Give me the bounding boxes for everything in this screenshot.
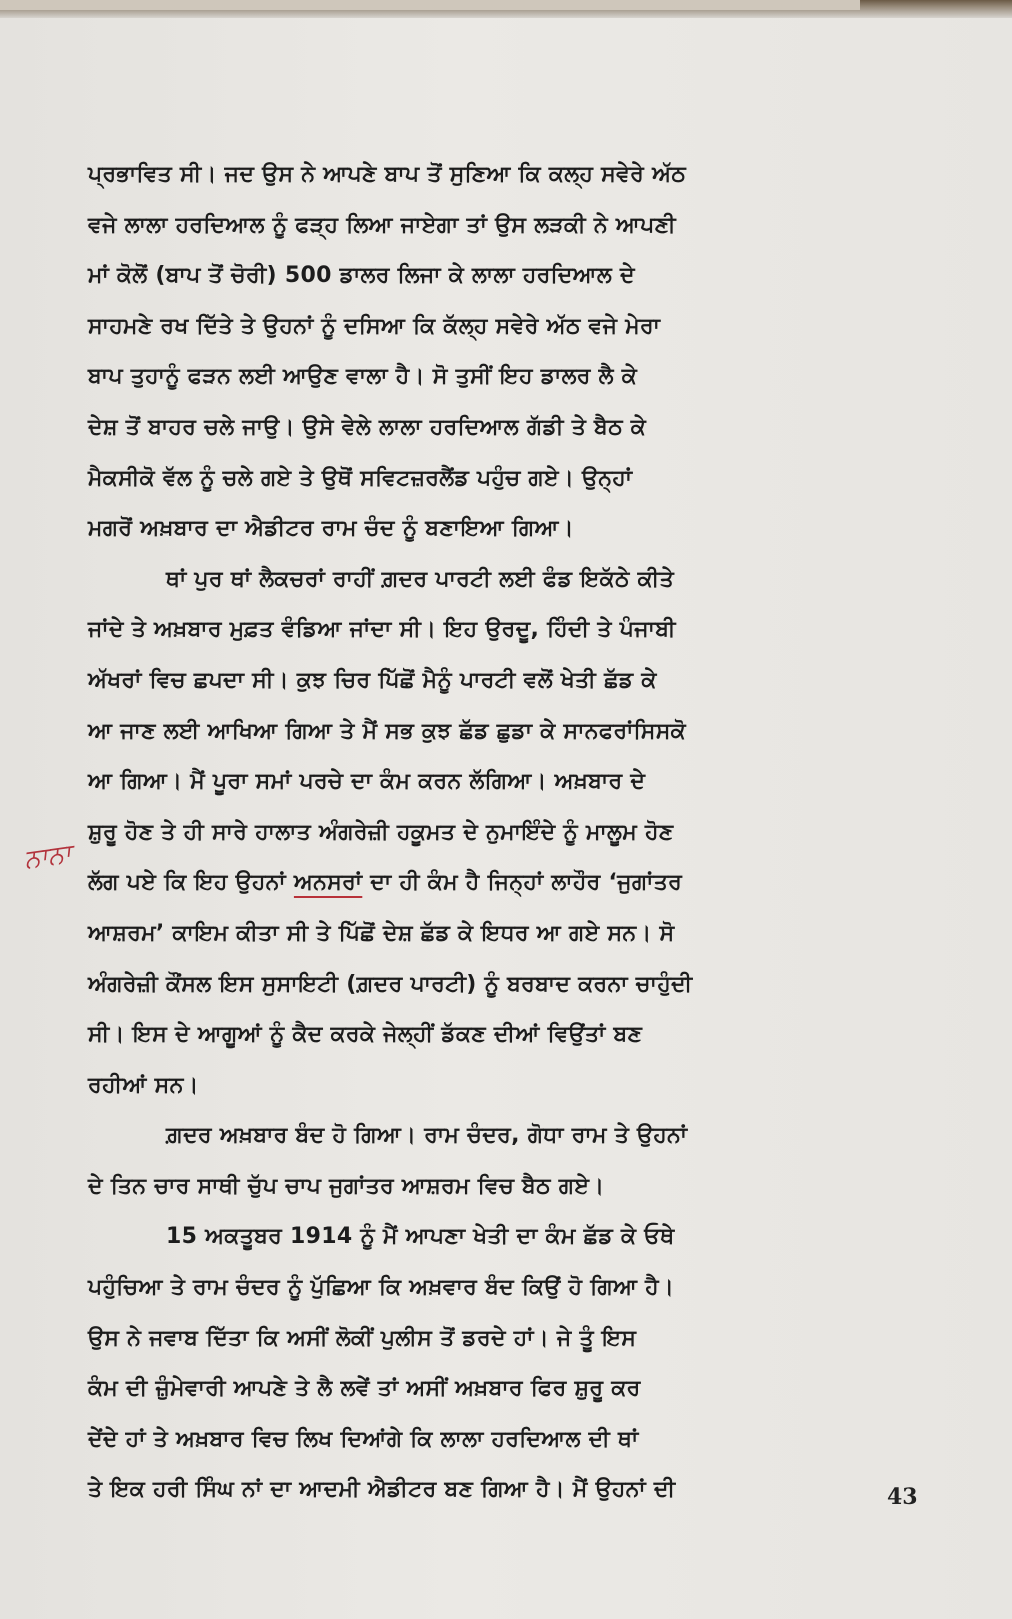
text-line: ਗ਼ਦਰ ਅਖ਼ਬਾਰ ਬੰਦ ਹੋ ਗਿਆ। ਰਾਮ ਚੰਦਰ, ਗੋਧਾ ਰਾਮ ਤੇ ਉਹਨਾਂ: [166, 1123, 688, 1149]
body-text: [88, 150, 928, 1516]
text-line: ਦੇਸ਼ ਤੋਂ ਬਾਹਰ ਚਲੇ ਜਾਉ। ਉਸੇ ਵੇਲੇ ਲਾਲਾ ਹਰਦਿਆਲ ਗੱਡੀ ਤੇ ਬੈਠ ਕੇ: [88, 414, 647, 440]
underlined-word: ਅਨਸਰਾਂ: [293, 870, 363, 896]
text-line: ਜਾਂਦੇ ਤੇ ਅਖ਼ਬਾਰ ਮੁਫ਼ਤ ਵੰਡਿਆ ਜਾਂਦਾ ਸੀ। ਇਹ ਉਰਦੂ, ਹਿੰਦੀ ਤੇ ਪੰਜਾਬੀ: [88, 617, 676, 643]
text-line: ਅੱਖਰਾਂ ਵਿਚ ਛਪਦਾ ਸੀ। ਕੁਝ ਚਿਰ ਪਿੱਛੋਂ ਮੈਨੂੰ ਪਾਰਟੀ ਵਲੋਂ ਖੇਤੀ ਛੱਡ ਕੇ: [88, 667, 657, 693]
text-line: ਕੰਮ ਦੀ ਜ਼ੁੰਮੇਵਾਰੀ ਆਪਣੇ ਤੇ ਲੈ ਲਵੇਂ ਤਾਂ ਅਸੀਂ ਅਖ਼ਬਾਰ ਫਿਰ ਸ਼ੁਰੂ ਕਰ: [88, 1376, 641, 1402]
text-line: ਤੇ ਇਕ ਹਰੀ ਸਿੰਘ ਨਾਂ ਦਾ ਆਦਮੀ ਐਡੀਟਰ ਬਣ ਗਿਆ ਹੈ। ਮੈਂ ਉਹਨਾਂ ਦੀ: [88, 1477, 676, 1503]
handwritten-margin-note: ਨਾਨਾ: [22, 838, 74, 876]
text-line: ਆਸ਼ਰਮ’ ਕਾਇਮ ਕੀਤਾ ਸੀ ਤੇ ਪਿੱਛੋਂ ਦੇਸ਼ ਛੱਡ ਕੇ ਇਧਰ ਆ ਗਏ ਸਨ। ਸੋ: [88, 920, 675, 946]
overlapping-sheet: [0, 0, 860, 10]
text-line: ਸੀ। ਇਸ ਦੇ ਆਗੂਆਂ ਨੂੰ ਕੈਦ ਕਰਕੇ ਜੇਲ੍ਹੀਂ ਡੱਕਣ ਦੀਆਂ ਵਿਉਂਤਾਂ ਬਣ: [88, 1022, 643, 1048]
text-line: ਅੰਗਰੇਜ਼ੀ ਕੌਂਸਲ ਇਸ ਸੁਸਾਇਟੀ (ਗ਼ਦਰ ਪਾਰਟੀ) ਨੂੰ ਬਰਬਾਦ ਕਰਨਾ ਚਾਹੁੰਦੀ: [88, 971, 693, 997]
text-line: ਵਜੇ ਲਾਲਾ ਹਰਦਿਆਲ ਨੂੰ ਫੜ੍ਹ ਲਿਆ ਜਾਏਗਾ ਤਾਂ ਉਸ ਲੜਕੀ ਨੇ ਆਪਣੀ: [88, 212, 676, 238]
text-line: ਦੇਂਦੇ ਹਾਂ ਤੇ ਅਖ਼ਬਾਰ ਵਿਚ ਲਿਖ ਦਿਆਂਗੇ ਕਿ ਲਾਲਾ ਹਰਦਿਆਲ ਦੀ ਥਾਂ: [88, 1426, 639, 1452]
text-line: ਮਗਰੋਂ ਅਖ਼ਬਾਰ ਦਾ ਐਡੀਟਰ ਰਾਮ ਚੰਦ ਨੂੰ ਬਣਾਇਆ ਗਿਆ।: [88, 516, 574, 542]
text-line: 15 ਅਕਤੂਬਰ 1914 ਨੂੰ ਮੈਂ ਆਪਣਾ ਖੇਤੀ ਦਾ ਕੰਮ ਛੱਡ ਕੇ ਓਥੇ: [166, 1224, 675, 1250]
text-line: ਦੇ ਤਿਨ ਚਾਰ ਸਾਥੀ ਚੁੱਪ ਚਾਪ ਜੁਗਾਂਤਰ ਆਸ਼ਰਮ ਵਿਚ ਬੈਠ ਗਏ।: [88, 1173, 605, 1199]
text-line: ਸ਼ੁਰੂ ਹੋਣ ਤੇ ਹੀ ਸਾਰੇ ਹਾਲਾਤ ਅੰਗਰੇਜ਼ੀ ਹਕੂਮਤ ਦੇ ਨੁਮਾਇੰਦੇ ਨੂੰ ਮਾਲੂਮ ਹੋਣ: [88, 819, 674, 845]
text-line: ਬਾਪ ਤੁਹਾਨੂੰ ਫੜਨ ਲਈ ਆਉਣ ਵਾਲਾ ਹੈ। ਸੋ ਤੁਸੀਂ ਇਹ ਡਾਲਰ ਲੈ ਕੇ: [88, 364, 638, 390]
text-line: ਮੈਕਸੀਕੋ ਵੱਲ ਨੂੰ ਚਲੇ ਗਏ ਤੇ ਉਥੋਂ ਸਵਿਟਜ਼ਰਲੈਂਡ ਪਹੁੰਚ ਗਏ। ਉਨ੍ਹਾਂ: [88, 465, 633, 491]
text-line: ਰਹੀਆਂ ਸਨ।: [88, 1072, 199, 1098]
text-line: ਪਹੁੰਚਿਆ ਤੇ ਰਾਮ ਚੰਦਰ ਨੂੰ ਪੁੱਛਿਆ ਕਿ ਅਖ਼ਵਾਰ ਬੰਦ ਕਿਉਂ ਹੋ ਗਿਆ ਹੈ।: [88, 1275, 675, 1301]
page-number: 43: [887, 1484, 918, 1510]
text-line: ਸਾਹਮਣੇ ਰਖ ਦਿੱਤੇ ਤੇ ਉਹਨਾਂ ਨੂੰ ਦਸਿਆ ਕਿ ਕੱਲ੍ਹ ਸਵੇਰੇ ਅੱਠ ਵਜੇ ਮੇਰਾ: [88, 313, 661, 339]
text-line: ਮਾਂ ਕੋਲੋਂ (ਬਾਪ ਤੋਂ ਚੋਰੀ) 500 ਡਾਲਰ ਲਿਜਾ ਕੇ ਲਾਲਾ ਹਰਦਿਆਲ ਦੇ: [88, 263, 635, 289]
text-line: ਉਸ ਨੇ ਜਵਾਬ ਦਿੱਤਾ ਕਿ ਅਸੀਂ ਲੋਕੀਂ ਪੁਲੀਸ ਤੋਂ ਡਰਦੇ ਹਾਂ। ਜੇ ਤੂੰ ਇਸ: [88, 1325, 637, 1351]
text-line: ਆ ਜਾਣ ਲਈ ਆਖਿਆ ਗਿਆ ਤੇ ਮੈਂ ਸਭ ਕੁਝ ਛੱਡ ਛੁਡਾ ਕੇ ਸਾਨਫਰਾਂਸਿਸਕੋ: [88, 718, 686, 744]
text-line: ਪ੍ਰਭਾਵਿਤ ਸੀ। ਜਦ ਉਸ ਨੇ ਆਪਣੇ ਬਾਪ ਤੋਂ ਸੁਣਿਆ ਕਿ ਕਲ੍ਹ ਸਵੇਰੇ ਅੱਠ: [88, 162, 687, 187]
text-line: ਲੱਗ ਪਏ ਕਿ ਇਹ ਉਹਨਾਂ ਅਨਸਰਾਂ ਦਾ ਹੀ ਕੰਮ ਹੈ ਜਿਨ੍ਹਾਂ ਲਾਹੌਰ ‘ਜੁਗਾਂਤਰ: [88, 870, 683, 896]
text-line: ਥਾਂ ਪੁਰ ਥਾਂ ਲੈਕਚਰਾਂ ਰਾਹੀਂ ਗ਼ਦਰ ਪਾਰਟੀ ਲਈ ਫੰਡ ਇਕੱਠੇ ਕੀਤੇ: [166, 566, 674, 592]
text-line: ਆ ਗਿਆ। ਮੈਂ ਪੂਰਾ ਸਮਾਂ ਪਰਚੇ ਦਾ ਕੰਮ ਕਰਨ ਲੱਗਿਆ। ਅਖ਼ਬਾਰ ਦੇ: [88, 769, 646, 795]
